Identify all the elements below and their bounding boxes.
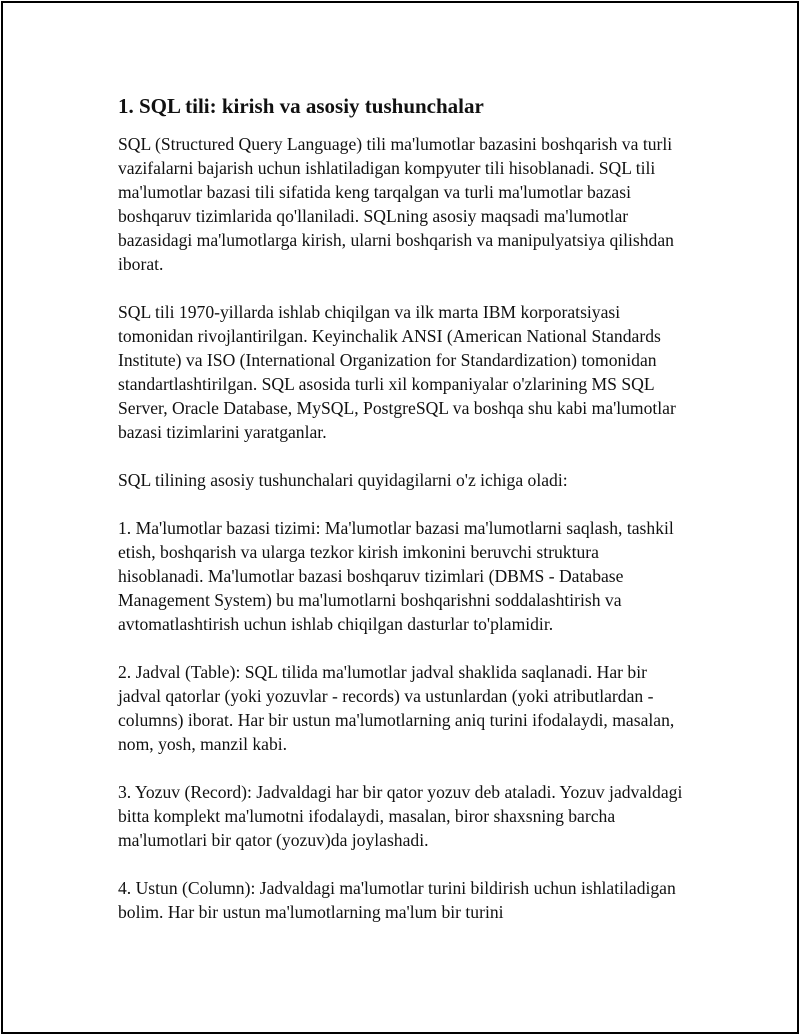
document-title: 1. SQL tili: kirish va asosiy tushunchalar [118,94,484,118]
paragraph-concepts-intro: SQL tilining asosiy tushunchalari quyidagilarni o'z ichiga oladi: [118,470,568,490]
paragraph-history: SQL tili 1970-yillarda ishlab chiqilgan va ilk marta IBM korporatsiyasi tomonidan rivojlantirilgan. Keyinchalik ANSI (American National Standards Institute) va ISO (International Organization for Standardization) tomonidan standartlashtirilgan. SQL asosida turli xil kompaniyalar o'zlarining MS SQL Server, Oracle Database, MySQL, PostgreSQL va boshqa shu kabi ma'lumotlar bazasi tizimlarini yaratganlar. [118,302,676,442]
paragraph-intro: SQL (Structured Query Language) tili ma'lumotlar bazasini boshqarish va turli vazifalarni bajarish uchun ishlatiladigan kompyuter tili hisoblanadi. SQL tili ma'lumotlar bazasi tili sifatida keng tarqalgan va turli ma'lumotlar bazasi boshqaruv tizimlarida qo'llaniladi. SQLning asosiy maqsadi ma'lumotlar bazasidagi ma'lumotlarga kirish, ularni boshqarish va manipulyatsiya qilishdan iborat. [118,134,674,274]
paragraph-concept-table: 2. Jadval (Table): SQL tilida ma'lumotlar jadval shaklida saqlanadi. Har bir jadval qatorlar (yoki yozuvlar - records) va ustunlardan (yoki atributlardan - columns) iborat. Har bir ustun ma'lumotlarning aniq turini ifodalaydi, masalan, nom, yosh, manzil kabi. [118,662,675,754]
paragraph-concept-record: 3. Yozuv (Record): Jadvaldagi har bir qator yozuv deb ataladi. Yozuv jadvaldagi bitta komplekt ma'lumotni ifodalaydi, masalan, biror shaxsning barcha ma'lumotlari bir qator (yozuv)da joylashadi. [118,782,683,850]
document-body [118,92,688,948]
paragraph-concept-column: 4. Ustun (Column): Jadvaldagi ma'lumotlar turini bildirish uchun ishlatiladigan bolim. Har bir ustun ma'lumotlarning ma'lum bir turini [118,878,676,922]
paragraph-concept-database: 1. Ma'lumotlar bazasi tizimi: Ma'lumotlar bazasi ma'lumotlarni saqlash, tashkil etish, boshqarish va ularga tezkor kirish imkonini beruvchi struktura hisoblanadi. Ma'lumotlar bazasi boshqaruv tizimlari (DBMS - Database Management System) bu ma'lumotlarni boshqarishni soddalashtirish va avtomatlashtirish uchun ishlab chiqilgan dasturlar to'plamidir. [118,518,674,634]
